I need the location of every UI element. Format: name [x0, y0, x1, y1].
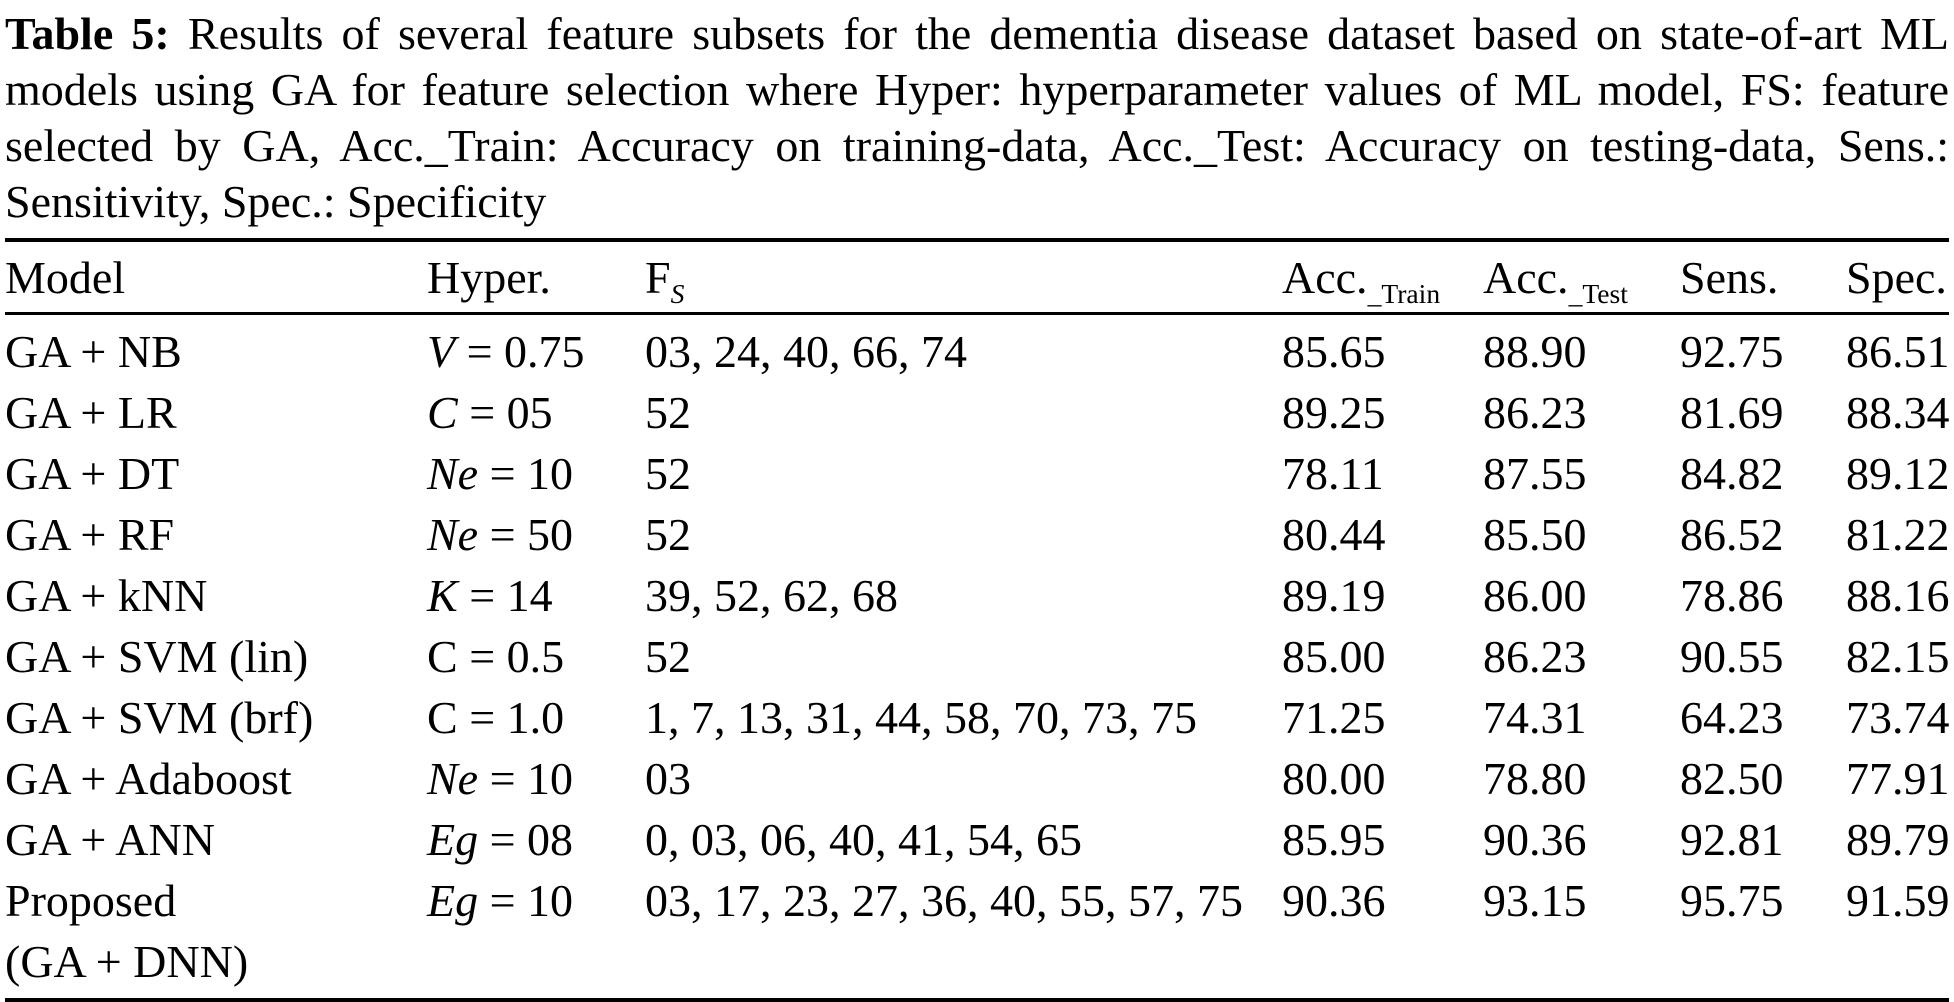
- model-cell: Proposed (GA + DNN): [5, 870, 427, 1000]
- results-table-body: [5, 314, 1949, 1001]
- model-cell: GA + RF: [5, 509, 175, 560]
- fs-cell: 1, 7, 13, 31, 44, 58, 70, 73, 75: [645, 692, 1197, 743]
- fs-cell: 52: [645, 387, 691, 438]
- fs-cell: 52: [645, 631, 691, 682]
- acc-test-cell: 85.50: [1483, 509, 1587, 560]
- table-row: [5, 809, 1949, 870]
- acc-train-cell: 85.95: [1282, 814, 1386, 865]
- acc-test-cell: 93.15: [1483, 875, 1587, 926]
- sens-cell: 95.75: [1680, 875, 1784, 926]
- col-header-sens: Sens.: [1680, 240, 1846, 314]
- acc-train-cell: 80.44: [1282, 509, 1386, 560]
- spec-cell: 89.12: [1846, 448, 1950, 499]
- acc-test-cell: 90.36: [1483, 814, 1587, 865]
- hyper-cell: C = 1.0: [427, 692, 565, 743]
- hyper-variable: C: [427, 631, 458, 682]
- col-header-hyper: Hyper.: [427, 240, 645, 314]
- results-table-header: [5, 240, 1949, 314]
- acc-train-cell: 85.00: [1282, 631, 1386, 682]
- acc-test-cell: 86.23: [1483, 387, 1587, 438]
- hyper-cell: V = 0.75: [427, 326, 585, 377]
- spec-cell: 73.74: [1846, 692, 1950, 743]
- caption-line-4: Sensitivity, Spec.: Specificity: [5, 176, 547, 227]
- sens-cell: 78.86: [1680, 570, 1784, 621]
- spec-cell: 89.79: [1846, 814, 1950, 865]
- table-row: [5, 870, 1949, 1000]
- results-table: [5, 238, 1949, 1002]
- caption-line-3: selected by GA, Acc._Train: Accuracy on training-data, Acc._Test: Accuracy on testing-data, Sens.:: [5, 120, 1949, 171]
- fs-cell: 03, 24, 40, 66, 74: [645, 326, 967, 377]
- sens-cell: 82.50: [1680, 753, 1784, 804]
- spec-cell: 86.51: [1846, 326, 1950, 377]
- col-header-model: Model: [5, 240, 427, 314]
- hyper-variable: C: [427, 692, 458, 743]
- hyper-cell: Ne = 10: [427, 448, 574, 499]
- table-row: [5, 748, 1949, 809]
- table-row: [5, 314, 1949, 383]
- acc-train-cell: 89.25: [1282, 387, 1386, 438]
- table-caption: [5, 6, 1949, 230]
- table-row: [5, 687, 1949, 748]
- sens-cell: 86.52: [1680, 509, 1784, 560]
- caption-text-1: Results of several feature subsets for the dementia disease dataset based on state-of-art ML: [187, 8, 1950, 59]
- hyper-variable: Ne: [427, 448, 479, 499]
- model-cell: GA + ANN: [5, 814, 215, 865]
- caption-label: Table 5:: [5, 8, 170, 59]
- acc-test-cell: 88.90: [1483, 326, 1587, 377]
- table-row: [5, 382, 1949, 443]
- table-row: [5, 626, 1949, 687]
- sens-cell: 92.75: [1680, 326, 1784, 377]
- hyper-variable: Eg: [427, 814, 479, 865]
- hyper-variable: C: [427, 387, 458, 438]
- spec-cell: 88.34: [1846, 387, 1950, 438]
- model-cell: GA + SVM (lin): [5, 631, 309, 682]
- sens-cell: 81.69: [1680, 387, 1784, 438]
- acc-train-cell: 78.11: [1282, 448, 1384, 499]
- acc-train-cell: 90.36: [1282, 875, 1386, 926]
- acc-train-cell: 89.19: [1282, 570, 1386, 621]
- col-header-spec: Spec.: [1846, 240, 1949, 314]
- acc-test-cell: 86.23: [1483, 631, 1587, 682]
- spec-cell: 77.91: [1846, 753, 1950, 804]
- spec-cell: 91.59: [1846, 875, 1950, 926]
- acc-train-cell: 80.00: [1282, 753, 1386, 804]
- model-cell-line2: (GA + DNN): [5, 936, 249, 987]
- model-cell: GA + DT: [5, 448, 180, 499]
- table-row: [5, 504, 1949, 565]
- model-cell: GA + kNN: [5, 570, 208, 621]
- hyper-variable: V: [427, 326, 456, 377]
- hyper-variable: K: [427, 570, 458, 621]
- fs-cell: 03: [645, 753, 691, 804]
- fs-cell: 03, 17, 23, 27, 36, 40, 55, 57, 75: [645, 875, 1243, 926]
- model-cell: GA + LR: [5, 387, 177, 438]
- fs-cell: 52: [645, 448, 691, 499]
- model-cell: GA + NB: [5, 326, 182, 377]
- hyper-variable: Ne: [427, 753, 479, 804]
- hyper-cell: C = 05: [427, 387, 553, 438]
- hyper-cell: K = 14: [427, 570, 553, 621]
- sens-cell: 64.23: [1680, 692, 1784, 743]
- sens-cell: 84.82: [1680, 448, 1784, 499]
- hyper-cell: Ne = 50: [427, 509, 574, 560]
- spec-cell: 88.16: [1846, 570, 1950, 621]
- sens-cell: 92.81: [1680, 814, 1784, 865]
- table-row: [5, 443, 1949, 504]
- header-row: [5, 240, 1949, 314]
- hyper-variable: Eg: [427, 875, 479, 926]
- spec-cell: 82.15: [1846, 631, 1950, 682]
- model-cell: GA + Adaboost: [5, 753, 292, 804]
- acc-test-cell: 86.00: [1483, 570, 1587, 621]
- hyper-variable: Ne: [427, 509, 479, 560]
- hyper-cell: C = 0.5: [427, 631, 565, 682]
- acc-test-cell: 74.31: [1483, 692, 1587, 743]
- fs-cell: 0, 03, 06, 40, 41, 54, 65: [645, 814, 1082, 865]
- hyper-cell: Eg = 08: [427, 814, 574, 865]
- caption-line-1: [5, 6, 1949, 62]
- spec-cell: 81.22: [1846, 509, 1950, 560]
- fs-cell: 52: [645, 509, 691, 560]
- acc-train-cell: 85.65: [1282, 326, 1386, 377]
- acc-test-cell: 87.55: [1483, 448, 1587, 499]
- model-cell: GA + SVM (brf): [5, 692, 314, 743]
- hyper-cell: Ne = 10: [427, 753, 574, 804]
- table-row: [5, 565, 1949, 626]
- acc-train-cell: 71.25: [1282, 692, 1386, 743]
- fs-cell: 39, 52, 62, 68: [645, 570, 898, 621]
- col-header-fs: $F_S$: [645, 240, 1282, 314]
- hyper-cell: Eg = 10: [427, 875, 574, 926]
- acc-test-cell: 78.80: [1483, 753, 1587, 804]
- col-header-acc-test: $Acc._{\_Test}$: [1483, 240, 1680, 314]
- sens-cell: 90.55: [1680, 631, 1784, 682]
- caption-line-2: models using GA for feature selection where Hyper: hyperparameter values of ML model, FS: feature: [5, 64, 1949, 115]
- col-header-acc-train: $Acc._{\_Train}$: [1282, 240, 1483, 314]
